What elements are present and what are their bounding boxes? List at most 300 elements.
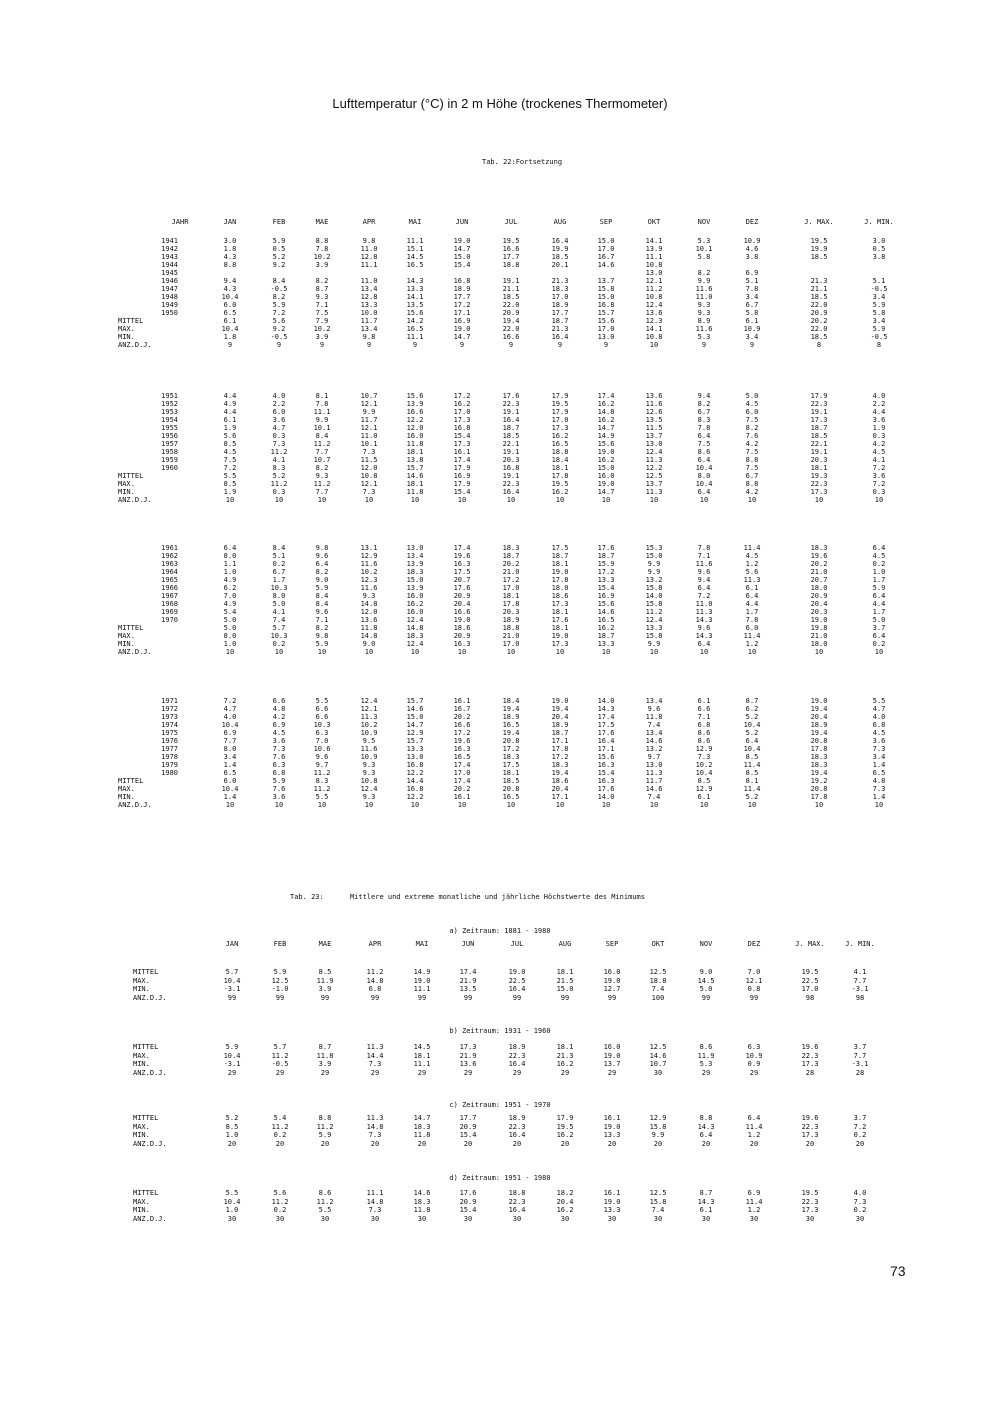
table-cell: 11.8 bbox=[360, 624, 378, 632]
table-cell: 12.5 bbox=[649, 1189, 667, 1197]
table-cell: 22.1 bbox=[810, 440, 828, 448]
year-label: 1954 bbox=[161, 416, 178, 424]
table-cell: 13.4 bbox=[645, 729, 663, 737]
column-header: FEB bbox=[272, 218, 286, 226]
table-cell: 6.2 bbox=[745, 705, 759, 713]
table-cell: 30 bbox=[653, 1214, 663, 1223]
table-cell: 9.8 bbox=[315, 544, 329, 552]
table-cell: 16.4 bbox=[502, 416, 520, 424]
table-cell: 10 bbox=[814, 648, 824, 656]
column-header: AUG bbox=[553, 218, 567, 226]
table-cell: 17.6 bbox=[459, 1189, 477, 1197]
table-cell: 6.4 bbox=[745, 737, 759, 745]
table-cell: 7.0 bbox=[315, 737, 329, 745]
table-cell: 4.8 bbox=[872, 777, 886, 785]
period-label: c) Zeitraum: 1951 - 1970 bbox=[449, 1101, 551, 1109]
table-cell: 8.8 bbox=[745, 456, 759, 464]
table-cell: 10 bbox=[457, 801, 467, 809]
table-cell: 18.1 bbox=[551, 624, 569, 632]
table-cell: 0.2 bbox=[853, 1131, 867, 1139]
table-cell: 14.5 bbox=[413, 1043, 431, 1051]
table-cell: 13.3 bbox=[360, 301, 378, 309]
table-cell: 17.7 bbox=[551, 309, 569, 317]
table-cell: 1.4 bbox=[223, 761, 237, 769]
table-cell: 17.4 bbox=[597, 713, 615, 721]
table-cell: 18.1 bbox=[413, 1051, 431, 1060]
table-cell: 17.6 bbox=[597, 544, 615, 552]
table-cell: 19.0 bbox=[603, 1197, 621, 1206]
table-cell: 20.4 bbox=[551, 785, 569, 793]
table-cell: 4.2 bbox=[745, 488, 759, 496]
stat-label: MIN. bbox=[118, 488, 135, 496]
table-cell: 11.2 bbox=[316, 1197, 334, 1206]
table-cell: 6.0 bbox=[223, 301, 237, 309]
table-cell: 17.8 bbox=[502, 600, 520, 608]
table-cell: 19.0 bbox=[453, 325, 471, 333]
stat-label: MAX. bbox=[133, 1051, 150, 1060]
table-cell: 16.4 bbox=[551, 237, 569, 245]
table-cell: 7.3 bbox=[872, 785, 886, 793]
table-cell: 18.3 bbox=[551, 285, 569, 293]
table-cell: 3.4 bbox=[223, 753, 237, 761]
table-cell: 16.8 bbox=[453, 277, 471, 285]
table-cell: 10 bbox=[225, 648, 235, 656]
table-cell: 1.2 bbox=[747, 1131, 761, 1139]
table-cell: 4.4 bbox=[223, 392, 237, 400]
table-cell: 7.0 bbox=[747, 968, 761, 976]
table-cell: 3.8 bbox=[872, 253, 886, 261]
table-cell: 9 bbox=[459, 341, 465, 349]
table-cell: 10 bbox=[874, 801, 884, 809]
year-label: 1960 bbox=[161, 464, 178, 472]
table-cell: 8.7 bbox=[699, 1189, 713, 1197]
table-cell: 5.0 bbox=[872, 616, 886, 624]
table-cell: 20.8 bbox=[502, 737, 520, 745]
table-cell: 18.1 bbox=[551, 464, 569, 472]
table-cell: 11.4 bbox=[745, 1197, 763, 1206]
table-cell: 4.2 bbox=[745, 440, 759, 448]
table-cell: 14.0 bbox=[597, 697, 615, 705]
table-cell: 30 bbox=[560, 1214, 570, 1223]
table-cell: 7.3 bbox=[872, 745, 886, 753]
stat-label: MIN. bbox=[133, 1131, 150, 1139]
table-cell: 16.4 bbox=[551, 333, 569, 341]
table-cell: 19.8 bbox=[810, 624, 828, 632]
table-cell: 19.0 bbox=[597, 448, 615, 456]
table-cell: 11.2 bbox=[645, 608, 663, 616]
table-cell: 11.0 bbox=[360, 432, 378, 440]
table-cell: 8.7 bbox=[318, 1043, 332, 1051]
table-cell: 5.5 bbox=[872, 697, 886, 705]
table-cell: 16.9 bbox=[453, 472, 471, 480]
table-cell: 6.4 bbox=[697, 584, 711, 592]
table-cell: 10.9 bbox=[745, 1051, 763, 1060]
table-cell: 7.8 bbox=[697, 544, 711, 552]
column-header: J. MAX. bbox=[804, 218, 834, 226]
table-cell: 13.6 bbox=[645, 392, 663, 400]
table-cell: 12.5 bbox=[271, 976, 289, 985]
table-cell: 19.0 bbox=[597, 480, 615, 488]
table-cell: 11.8 bbox=[406, 488, 424, 496]
table-cell: 18.7 bbox=[502, 424, 520, 432]
table-cell: 20.9 bbox=[459, 1197, 477, 1206]
table-cell: 17.5 bbox=[597, 721, 615, 729]
table-cell: 11.2 bbox=[316, 1122, 334, 1131]
table-cell: 22.3 bbox=[508, 1197, 526, 1206]
table-cell: 20.3 bbox=[502, 456, 520, 464]
table-cell: 0.9 bbox=[747, 1060, 761, 1068]
table-cell: 5.0 bbox=[699, 985, 713, 993]
table-cell: 13.4 bbox=[360, 325, 378, 333]
table-cell: 11.3 bbox=[695, 608, 713, 616]
table-cell: 16.5 bbox=[551, 440, 569, 448]
table-cell: 5.3 bbox=[697, 333, 711, 341]
year-label: 1945 bbox=[161, 269, 178, 277]
table-cell: 15.4 bbox=[459, 1206, 477, 1214]
table-cell: 0.2 bbox=[272, 560, 286, 568]
table-cell: 10.8 bbox=[645, 333, 663, 341]
table-cell: 19.5 bbox=[502, 237, 520, 245]
table-cell: 8.6 bbox=[697, 729, 711, 737]
table-cell: 30 bbox=[320, 1214, 330, 1223]
table-cell: 5.8 bbox=[745, 309, 759, 317]
table-cell: 10 bbox=[874, 496, 884, 504]
table-cell: 15.4 bbox=[597, 769, 615, 777]
table-cell: 10 bbox=[699, 496, 709, 504]
table-cell: 9 bbox=[701, 341, 707, 349]
table-cell: 7.5 bbox=[745, 448, 759, 456]
table-cell: 8.5 bbox=[697, 777, 711, 785]
stat-label: ANZ.D.J. bbox=[118, 648, 152, 656]
table-cell: 99 bbox=[227, 993, 237, 1002]
table-cell: 16.7 bbox=[453, 705, 471, 713]
table-cell: 2.2 bbox=[872, 400, 886, 408]
table-cell: 9.9 bbox=[362, 408, 376, 416]
table-cell: 16.6 bbox=[453, 608, 471, 616]
table-cell: 11.6 bbox=[360, 584, 378, 592]
table-cell: 10.4 bbox=[743, 745, 761, 753]
table-cell: 20.7 bbox=[810, 576, 828, 584]
table-cell: 16.4 bbox=[508, 1131, 526, 1139]
table-cell: 10 bbox=[410, 801, 420, 809]
table-cell: 3.6 bbox=[272, 793, 286, 801]
table-cell: 18.3 bbox=[551, 761, 569, 769]
year-label: 1941 bbox=[161, 237, 178, 245]
table-cell: 99 bbox=[320, 993, 330, 1002]
table-cell: 12.9 bbox=[360, 552, 378, 560]
table-cell: 99 bbox=[275, 993, 285, 1002]
table-cell: 10 bbox=[555, 801, 565, 809]
table-cell: -1.0 bbox=[271, 985, 289, 993]
table-cell: 15.7 bbox=[406, 464, 424, 472]
table-cell: 8.3 bbox=[272, 464, 286, 472]
table-cell: 3.9 bbox=[318, 985, 332, 993]
table-cell: 10.4 bbox=[221, 325, 239, 333]
table-cell: 9.3 bbox=[362, 761, 376, 769]
table-cell: 14.6 bbox=[649, 1051, 667, 1060]
table-cell: 18.0 bbox=[810, 640, 828, 648]
table-cell: 14.8 bbox=[366, 1197, 384, 1206]
table-cell: 4.0 bbox=[872, 713, 886, 721]
table-cell: 18.6 bbox=[453, 624, 471, 632]
table-cell: 7.5 bbox=[745, 464, 759, 472]
table-cell: 9.9 bbox=[647, 568, 661, 576]
table-cell: 16.0 bbox=[597, 472, 615, 480]
table-cell: 6.3 bbox=[272, 761, 286, 769]
table-cell: 5.7 bbox=[225, 968, 239, 976]
table-cell: 22.5 bbox=[508, 976, 526, 985]
table-cell: 14.2 bbox=[406, 317, 424, 325]
table-cell: 16.2 bbox=[556, 1206, 574, 1214]
year-label: 1942 bbox=[161, 245, 178, 253]
table-cell: 16.0 bbox=[406, 592, 424, 600]
table-cell: 17.4 bbox=[459, 968, 477, 976]
table-cell: 6.1 bbox=[699, 1206, 713, 1214]
table-cell: 9.6 bbox=[647, 705, 661, 713]
table-cell: 14.6 bbox=[645, 737, 663, 745]
table-cell: 8.4 bbox=[272, 544, 286, 552]
table-cell: 7.5 bbox=[315, 309, 329, 317]
table-cell: 18.9 bbox=[508, 1043, 526, 1051]
table-cell: 1.0 bbox=[223, 640, 237, 648]
table-cell: 12.1 bbox=[360, 400, 378, 408]
table-cell: 10.4 bbox=[743, 721, 761, 729]
table-cell: 14.3 bbox=[695, 616, 713, 624]
table-cell: 7.1 bbox=[315, 301, 329, 309]
stat-label: ANZ.D.J. bbox=[133, 1068, 167, 1077]
table-cell: 11.6 bbox=[695, 325, 713, 333]
table-cell: 20 bbox=[560, 1139, 570, 1148]
table-cell: 4.5 bbox=[872, 729, 886, 737]
stat-label: ANZ.D.J. bbox=[118, 496, 152, 504]
table-cell: 6.1 bbox=[745, 584, 759, 592]
table-cell: 11.1 bbox=[413, 1060, 431, 1068]
table-cell: 14.7 bbox=[406, 721, 424, 729]
table-cell: 7.7 bbox=[315, 488, 329, 496]
column-header: JAHR bbox=[171, 218, 189, 226]
stat-label: MAX. bbox=[118, 480, 135, 488]
table-cell: 8.5 bbox=[225, 1122, 239, 1131]
table-cell: 16.3 bbox=[453, 640, 471, 648]
table-cell: 7.1 bbox=[315, 616, 329, 624]
year-label: 1965 bbox=[161, 576, 178, 584]
table-cell: 5.7 bbox=[272, 624, 286, 632]
table-cell: 8.2 bbox=[315, 464, 329, 472]
table-cell: 16.4 bbox=[502, 488, 520, 496]
table-cell: 12.4 bbox=[645, 448, 663, 456]
table-cell: 11.8 bbox=[413, 1206, 431, 1214]
table-cell: 17.6 bbox=[551, 616, 569, 624]
table-cell: 29 bbox=[701, 1068, 711, 1077]
table-cell: 3.6 bbox=[872, 416, 886, 424]
table-cell: 20.9 bbox=[459, 1122, 477, 1131]
table-cell: 19.6 bbox=[801, 1043, 819, 1051]
table-cell: 29 bbox=[560, 1068, 570, 1077]
table-cell: 6.0 bbox=[745, 408, 759, 416]
table-cell: 99 bbox=[701, 993, 711, 1002]
table-cell: 18.3 bbox=[406, 632, 424, 640]
table-cell: 4.1 bbox=[872, 456, 886, 464]
table-cell: 6.4 bbox=[315, 560, 329, 568]
table-cell: 99 bbox=[607, 993, 617, 1002]
table-cell: 7.8 bbox=[745, 616, 759, 624]
table-cell: 99 bbox=[463, 993, 473, 1002]
table-cell: 1.7 bbox=[872, 608, 886, 616]
table-cell: 15.0 bbox=[597, 293, 615, 301]
table-cell: 1.0 bbox=[872, 568, 886, 576]
year-label: 1949 bbox=[161, 301, 178, 309]
table-cell: 1.2 bbox=[747, 1206, 761, 1214]
table-cell: 3.6 bbox=[872, 737, 886, 745]
table-cell: 8.5 bbox=[745, 753, 759, 761]
table-cell: 3.0 bbox=[872, 237, 886, 245]
table-cell: 6.8 bbox=[872, 721, 886, 729]
table-cell: 20 bbox=[463, 1139, 473, 1148]
table-cell: 18.7 bbox=[810, 424, 828, 432]
table-cell: 5.8 bbox=[872, 309, 886, 317]
table-cell: 16.4 bbox=[508, 1206, 526, 1214]
table-cell: 10 bbox=[274, 648, 284, 656]
table-cell: 7.2 bbox=[853, 1122, 867, 1131]
table-cell: 9 bbox=[557, 341, 563, 349]
table-cell: 16.5 bbox=[406, 261, 424, 269]
column-header: JUN bbox=[455, 218, 469, 226]
stat-label: ANZ.D.J. bbox=[133, 1214, 167, 1223]
table-cell: 14.9 bbox=[597, 432, 615, 440]
table-cell: 21.9 bbox=[459, 976, 477, 985]
table-cell: 18.8 bbox=[551, 448, 569, 456]
table-cell: 3.6 bbox=[272, 737, 286, 745]
table-cell: 10 bbox=[874, 648, 884, 656]
table-cell: 18.9 bbox=[810, 721, 828, 729]
table-cell: 10 bbox=[506, 648, 516, 656]
table-cell: 17.9 bbox=[810, 392, 828, 400]
table-cell: 16.3 bbox=[453, 560, 471, 568]
stat-label: MIN. bbox=[133, 985, 150, 993]
table-cell: 7.4 bbox=[651, 985, 665, 993]
table-cell: 29 bbox=[749, 1068, 759, 1077]
table-cell: 17.0 bbox=[502, 584, 520, 592]
stat-label: ANZ.D.J. bbox=[133, 1139, 167, 1148]
table-cell: 17.2 bbox=[597, 568, 615, 576]
table-cell: 12.5 bbox=[649, 1043, 667, 1051]
table-cell: 11.9 bbox=[316, 976, 334, 985]
table-cell: 0.5 bbox=[272, 245, 286, 253]
table-cell: 9.3 bbox=[697, 301, 711, 309]
table-cell: 15.6 bbox=[406, 309, 424, 317]
table-cell: 15.6 bbox=[597, 317, 615, 325]
year-label: 1962 bbox=[161, 552, 178, 560]
table-cell: 17.8 bbox=[551, 576, 569, 584]
table-cell: 12.0 bbox=[360, 464, 378, 472]
table-cell: 14.1 bbox=[645, 325, 663, 333]
table-cell: 8 bbox=[816, 341, 822, 349]
table-cell: 12.1 bbox=[360, 424, 378, 432]
table-cell: 11.2 bbox=[270, 448, 288, 456]
table-cell: 5.2 bbox=[272, 472, 286, 480]
table-cell: 16.8 bbox=[502, 464, 520, 472]
table-cell: 10 bbox=[506, 801, 516, 809]
table-cell: 4.5 bbox=[745, 400, 759, 408]
table-cell: 18.3 bbox=[406, 568, 424, 576]
table-cell: 8.8 bbox=[315, 237, 329, 245]
table-cell: 1.0 bbox=[223, 568, 237, 576]
table-cell: 10.1 bbox=[360, 440, 378, 448]
table-cell: 11.3 bbox=[743, 576, 761, 584]
table-cell: 5.9 bbox=[315, 584, 329, 592]
table-cell: 1.4 bbox=[223, 793, 237, 801]
table-cell: 16.6 bbox=[453, 721, 471, 729]
table-cell: 30 bbox=[701, 1214, 711, 1223]
table-cell: 6.9 bbox=[272, 721, 286, 729]
table-cell: 17.6 bbox=[502, 392, 520, 400]
table-cell: 7.5 bbox=[223, 456, 237, 464]
table-cell: 5.0 bbox=[223, 616, 237, 624]
table-cell: -0.5 bbox=[870, 285, 888, 293]
table-cell: 9.9 bbox=[697, 277, 711, 285]
table-cell: 7.7 bbox=[853, 976, 867, 985]
table-cell: 14.5 bbox=[406, 253, 424, 261]
year-label: 1971 bbox=[161, 697, 178, 705]
table-cell: 16.5 bbox=[502, 721, 520, 729]
table-cell: -0.5 bbox=[271, 1060, 289, 1068]
table-cell: 5.7 bbox=[273, 1043, 287, 1051]
year-label: 1959 bbox=[161, 456, 178, 464]
table-cell: 16.2 bbox=[597, 456, 615, 464]
table-23-caption bbox=[290, 893, 667, 901]
table-cell: 13.2 bbox=[645, 745, 663, 753]
table-cell: 14.7 bbox=[453, 245, 471, 253]
table-cell: 19.0 bbox=[551, 568, 569, 576]
stat-label: MIN. bbox=[133, 1060, 150, 1068]
table-cell: 15.0 bbox=[597, 464, 615, 472]
stat-label: MAX. bbox=[118, 325, 135, 333]
table-cell: 13.8 bbox=[406, 456, 424, 464]
table-cell: 10 bbox=[364, 801, 374, 809]
table-cell: 8.3 bbox=[315, 777, 329, 785]
table-cell: 6.4 bbox=[223, 544, 237, 552]
table-cell: 6.2 bbox=[223, 584, 237, 592]
column-header: JUL bbox=[510, 940, 524, 948]
table-cell: 11.1 bbox=[406, 333, 424, 341]
table-cell: 13.1 bbox=[360, 544, 378, 552]
table-cell: 5.9 bbox=[315, 640, 329, 648]
table-cell: 18.4 bbox=[502, 697, 520, 705]
table-cell: 17.0 bbox=[597, 245, 615, 253]
table-cell: 12.9 bbox=[406, 729, 424, 737]
table-cell: 7.1 bbox=[697, 713, 711, 721]
table-cell: 5.6 bbox=[745, 568, 759, 576]
table-cell: 18.1 bbox=[551, 560, 569, 568]
table-cell: 18.1 bbox=[556, 1043, 574, 1051]
table-cell: 8.0 bbox=[272, 592, 286, 600]
table-cell: 30 bbox=[370, 1214, 380, 1223]
table-cell: 11.4 bbox=[743, 785, 761, 793]
table-cell: 20 bbox=[805, 1139, 815, 1148]
table-cell: 17.6 bbox=[453, 584, 471, 592]
table-cell: 4.2 bbox=[272, 713, 286, 721]
table-cell: 19.4 bbox=[551, 705, 569, 713]
year-label: 1968 bbox=[161, 600, 178, 608]
table-cell: 18.5 bbox=[810, 333, 828, 341]
column-header: MAI bbox=[408, 218, 422, 226]
table-cell: 22.0 bbox=[810, 301, 828, 309]
table-cell: 10.9 bbox=[743, 325, 761, 333]
table-cell: 8.5 bbox=[223, 480, 237, 488]
table-cell: 22.3 bbox=[810, 480, 828, 488]
table-cell: 5.2 bbox=[225, 1114, 239, 1122]
table-cell: 8.4 bbox=[272, 277, 286, 285]
